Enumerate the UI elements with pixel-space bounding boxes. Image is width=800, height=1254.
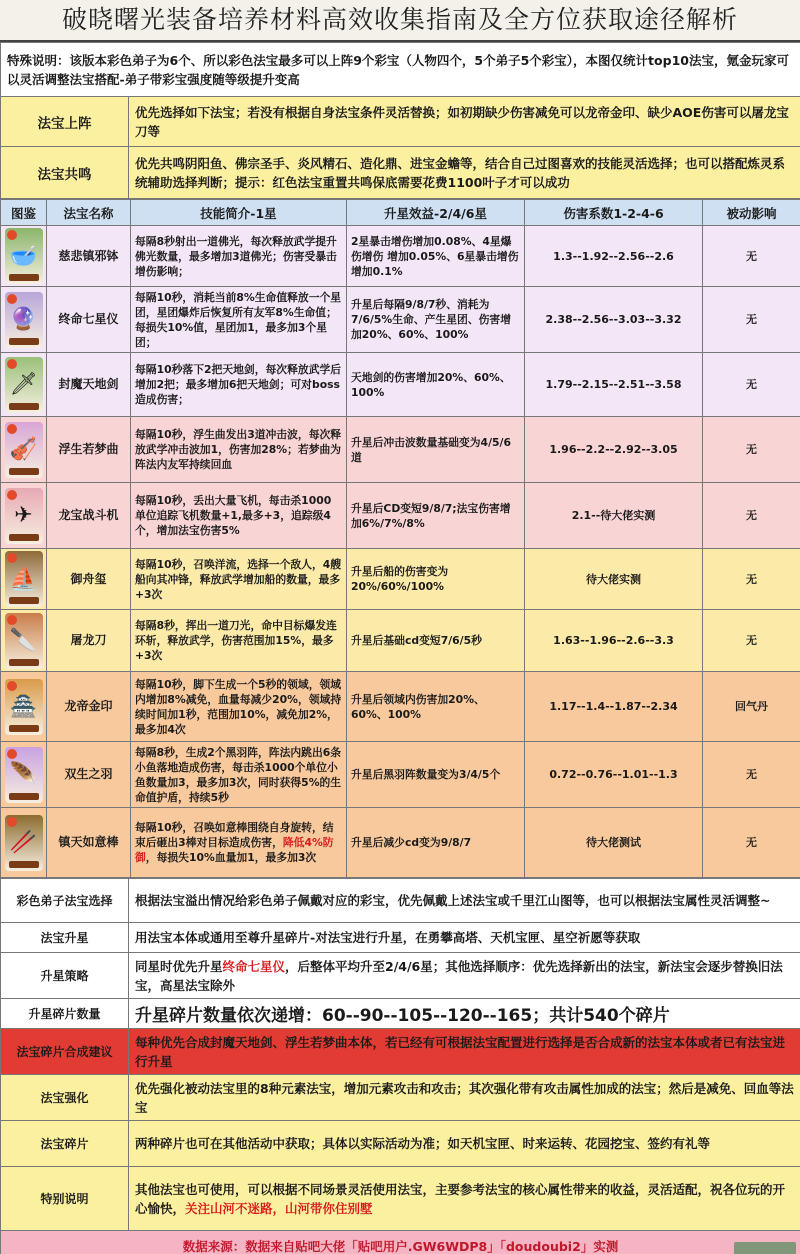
skill-description: 每隔10秒，消耗当前8%生命值释放一个星团，星团爆炸后恢复所有友军8%生命值；每损失10%值，星团加1，最多加3个星团； — [131, 287, 347, 353]
header-cell: 伤害系数1-2-4-6 — [525, 200, 703, 226]
strategy-highlight: 终命七星仪 — [222, 958, 286, 974]
info-table — [0, 42, 800, 199]
skill-highlight: 降低4%防御 — [135, 836, 334, 864]
passive-effect: 无 — [703, 808, 800, 878]
treasure-art-icon: 🔮 — [5, 292, 43, 348]
upgrade-row — [1, 923, 800, 953]
shards-label: 升星碎片数量 — [1, 999, 129, 1029]
passive-effect: 无 — [703, 549, 800, 610]
skill-description: 每隔10秒，召唤如意棒围绕自身旋转，结束后砸出3棒对目标造成伤害， — [135, 821, 334, 849]
treasure-art-icon: 🗡 — [5, 357, 43, 413]
passive-effect: 回气丹 — [703, 672, 800, 742]
craft-row — [1, 1029, 800, 1075]
table-row — [1, 417, 800, 483]
table-row — [1, 287, 800, 353]
skill-description: 每隔10秒，脚下生成一个5秒的领域，领域内增加8%减免，血量每减少20%，领域持续时间加1秒，范围加10%，减免加2%，最多加4次 — [131, 672, 347, 742]
passive-effect: 无 — [703, 610, 800, 672]
craft-label: 法宝碎片合成建议 — [1, 1029, 129, 1075]
footer-row — [1, 1231, 800, 1254]
header-cell: 图鉴 — [1, 200, 47, 226]
watermark-logo — [734, 1242, 796, 1254]
deploy-row — [1, 97, 800, 147]
table-row — [1, 226, 800, 287]
star-benefit: 天地剑的伤害增加20%、60%、100% — [347, 353, 525, 417]
table-header — [1, 200, 800, 226]
damage-coefficient: 1.3--1.92--2.56--2.6 — [525, 226, 703, 287]
treasure-name: 龙宝战斗机 — [47, 483, 131, 549]
skill-description: 每隔8秒，生成2个黑羽阵，阵法内跳出6条小鱼落地造成伤害，每击杀1000个单位小鱼数量加3，最多加3次，同时获得5%的生命值护盾，持续5秒 — [131, 742, 347, 808]
upgrade-label: 法宝升星 — [1, 923, 129, 953]
star-benefit: 升星后每隔9/8/7秒、消耗为7/6/5%生命、产生星团、伤害增加20%、60%、100% — [347, 287, 525, 353]
passive-effect: 无 — [703, 742, 800, 808]
upgrade-text: 用法宝本体或通用至尊升星碎片-对法宝进行升星，在勇攀高塔、天机宝匣、星空祈愿等获取 — [129, 923, 800, 953]
skill-description: 每隔10秒，浮生曲发出3道冲击波，每次释放武学冲击波加1，伤害加28%；若梦曲为阵法内友军持续回血 — [131, 417, 347, 483]
skill-description: 每隔8秒，挥出一道刀光，命中目标爆发连环斩，释放武学，伤害范围加15%，最多+3次 — [131, 610, 347, 672]
damage-coefficient: 1.17--1.4--1.87--2.34 — [525, 672, 703, 742]
strategy-label: 升星策略 — [1, 953, 129, 999]
craft-text: 每种优先合成封魔天地剑、浮生若梦曲本体，若已经有可根据法宝配置进行选择是否合成新的法宝本体或者已有法宝进行升星 — [129, 1029, 800, 1075]
treasure-art-icon: 🥢 — [5, 815, 43, 871]
star-benefit: 2星暴击增伤增加0.08%、4星爆伤增伤 增加0.05%、6星暴击增伤增加0.1% — [347, 226, 525, 287]
special-highlight: 关注山河不迷路，山河带你住别墅 — [185, 1200, 373, 1216]
table-row — [1, 353, 800, 417]
guide-sheet — [0, 40, 800, 1254]
treasure-name: 浮生若梦曲 — [47, 417, 131, 483]
table-row — [1, 808, 800, 878]
table-row — [1, 742, 800, 808]
strategy-text-a: 同星时优先升星 — [135, 958, 223, 974]
special-row — [1, 1167, 800, 1231]
strategy-text-b: ，后整体平均升至2/4/6星；其他选择顺序：优先选择新出的法宝，新法宝会逐步替换旧法宝，高星法宝除外 — [135, 958, 783, 993]
skill-description: 每隔10秒落下2把天地剑，每次释放武学后增加2把；最多增加6把天地剑；可对boss造成伤害； — [131, 353, 347, 417]
star-benefit: 升星后基础cd变短7/6/5秒 — [347, 610, 525, 672]
passive-effect: 无 — [703, 483, 800, 549]
resonance-text: 优先共鸣阴阳鱼、佛宗圣手、炎风精石、造化鼎、进宝金蟾等，结合自己过图喜欢的技能灵活选择；也可以搭配炼灵系统辅助选择判断；提示：红色法宝重置共鸣保底需要花费1100叶子才可以成功 — [129, 147, 800, 199]
skill-description: 每隔10秒，丢出大量飞机，每击杀1000单位追踪飞机数量+1,最多+3，追踪级4个，增加法宝伤害5% — [131, 483, 347, 549]
passive-effect: 无 — [703, 287, 800, 353]
header-cell: 升星效益-2/4/6星 — [347, 200, 525, 226]
treasure-art-icon: 🏯 — [5, 679, 43, 735]
treasure-art-icon: ✈ — [5, 488, 43, 544]
treasure-name: 双生之羽 — [47, 742, 131, 808]
header-cell: 技能简介-1星 — [131, 200, 347, 226]
damage-coefficient: 1.79--2.15--2.51--3.58 — [525, 353, 703, 417]
damage-coefficient: 待大佬实测 — [525, 549, 703, 610]
sections-table — [0, 878, 800, 1254]
damage-coefficient: 1.96--2.2--2.92--3.05 — [525, 417, 703, 483]
treasure-name: 封魔天地剑 — [47, 353, 131, 417]
treasure-art-icon: 🔪 — [5, 613, 43, 669]
disciple-text: 根据法宝溢出情况给彩色弟子佩戴对应的彩宝，优先佩戴上述法宝或千里江山图等，也可以根据法宝属性灵活调整~ — [129, 879, 800, 923]
shards-text: 升星碎片数量依次递增：60--90--105--120--165；共计540个碎片 — [129, 999, 800, 1029]
treasure-art-icon: ⛵ — [5, 551, 43, 607]
special-note-row — [1, 43, 800, 97]
deploy-text: 优先选择如下法宝；若没有根据自身法宝条件灵活替换；如初期缺少伤害减免可以龙帝金印、缺少AOE伤害可以屠龙宝刀等 — [129, 97, 800, 147]
enhance-text: 优先强化被动法宝里的8种元素法宝，增加元素攻击和攻击；其次强化带有攻击属性加成的法宝；然后是减免、回血等法宝 — [129, 1075, 800, 1121]
resonance-label: 法宝共鸣 — [1, 147, 129, 199]
damage-coefficient: 2.38--2.56--3.03--3.32 — [525, 287, 703, 353]
damage-coefficient: 1.63--1.96--2.6--3.3 — [525, 610, 703, 672]
header-cell: 被动影响 — [703, 200, 800, 226]
passive-effect: 无 — [703, 353, 800, 417]
treasure-art-icon: 🎻 — [5, 422, 43, 478]
star-benefit: 升星后领域内伤害加20%、60%、100% — [347, 672, 525, 742]
strategy-row — [1, 953, 800, 999]
damage-coefficient: 待大佬测试 — [525, 808, 703, 878]
disciple-row — [1, 879, 800, 923]
damage-coefficient: 0.72--0.76--1.01--1.3 — [525, 742, 703, 808]
shards-row — [1, 999, 800, 1029]
treasure-name: 慈悲镇邪钵 — [47, 226, 131, 287]
skill-description: 每隔8秒射出一道佛光，每次释放武学提升佛光数量，最多增加3道佛光；伤害受暴击增伤影响； — [131, 226, 347, 287]
special-note-label: 特殊说明： — [7, 52, 70, 68]
damage-coefficient: 2.1--待大佬实测 — [525, 483, 703, 549]
table-row — [1, 672, 800, 742]
page-title: 破晓曙光装备培养材料高效收集指南及全方位获取途径解析 — [61, 5, 738, 34]
table-row — [1, 610, 800, 672]
treasure-name: 龙帝金印 — [47, 672, 131, 742]
treasure-name: 镇天如意棒 — [47, 808, 131, 878]
star-benefit: 升星后船的伤害变为20%/60%/100% — [347, 549, 525, 610]
table-row — [1, 483, 800, 549]
deploy-label: 法宝上阵 — [1, 97, 129, 147]
fragment-row — [1, 1121, 800, 1167]
fragment-text: 两种碎片也可在其他活动中获取；具体以实际活动为准；如天机宝匣、时来运转、花园挖宝、签约有礼等 — [129, 1121, 800, 1167]
header-cell: 法宝名称 — [47, 200, 131, 226]
disciple-label: 彩色弟子法宝选择 — [1, 879, 129, 923]
star-benefit: 升星后冲击波数量基础变为4/5/6道 — [347, 417, 525, 483]
special-note-text: 该版本彩色弟子为6个、所以彩色法宝最多可以上阵9个彩宝（人物四个，5个弟子5个彩宝），本图仅统计top10法宝，氪金玩家可以灵活调整法宝搭配-弟子带彩宝强度随等级提升变高 — [7, 52, 789, 87]
table-row — [1, 549, 800, 610]
treasure-name: 屠龙刀 — [47, 610, 131, 672]
treasure-art-icon: 🪶 — [5, 747, 43, 803]
treasure-table — [0, 199, 800, 878]
star-benefit: 升星后CD变短9/8/7;法宝伤害增加6%/7%/8% — [347, 483, 525, 549]
passive-effect: 无 — [703, 226, 800, 287]
treasure-name: 终命七星仪 — [47, 287, 131, 353]
skill-description-tail: ，每损失10%血量加1，最多加3次 — [145, 851, 317, 864]
enhance-row — [1, 1075, 800, 1121]
special-text-a: 其他法宝也可使用，可以根据不同场景灵活使用法宝，主要参考法宝的核心属性带来的收益，灵活适配，祝各位玩的开心愉快， — [135, 1181, 786, 1216]
footer-source: 数据来源：数据来自贴吧大佬「贴吧用户.GW6WDP8」「doudoubi2」实测 — [182, 1238, 619, 1254]
passive-effect: 无 — [703, 417, 800, 483]
resonance-row — [1, 147, 800, 199]
star-benefit: 升星后黑羽阵数量变为3/4/5个 — [347, 742, 525, 808]
enhance-label: 法宝强化 — [1, 1075, 129, 1121]
treasure-name: 御舟玺 — [47, 549, 131, 610]
star-benefit: 升星后减少cd变为9/8/7 — [347, 808, 525, 878]
treasure-art-icon: 🥣 — [5, 228, 43, 284]
special-label: 特别说明 — [1, 1167, 129, 1231]
fragment-label: 法宝碎片 — [1, 1121, 129, 1167]
skill-description: 每隔10秒，召唤洋流，选择一个敌人，4艘船向其冲锋，释放武学增加船的数量，最多+3次 — [131, 549, 347, 610]
